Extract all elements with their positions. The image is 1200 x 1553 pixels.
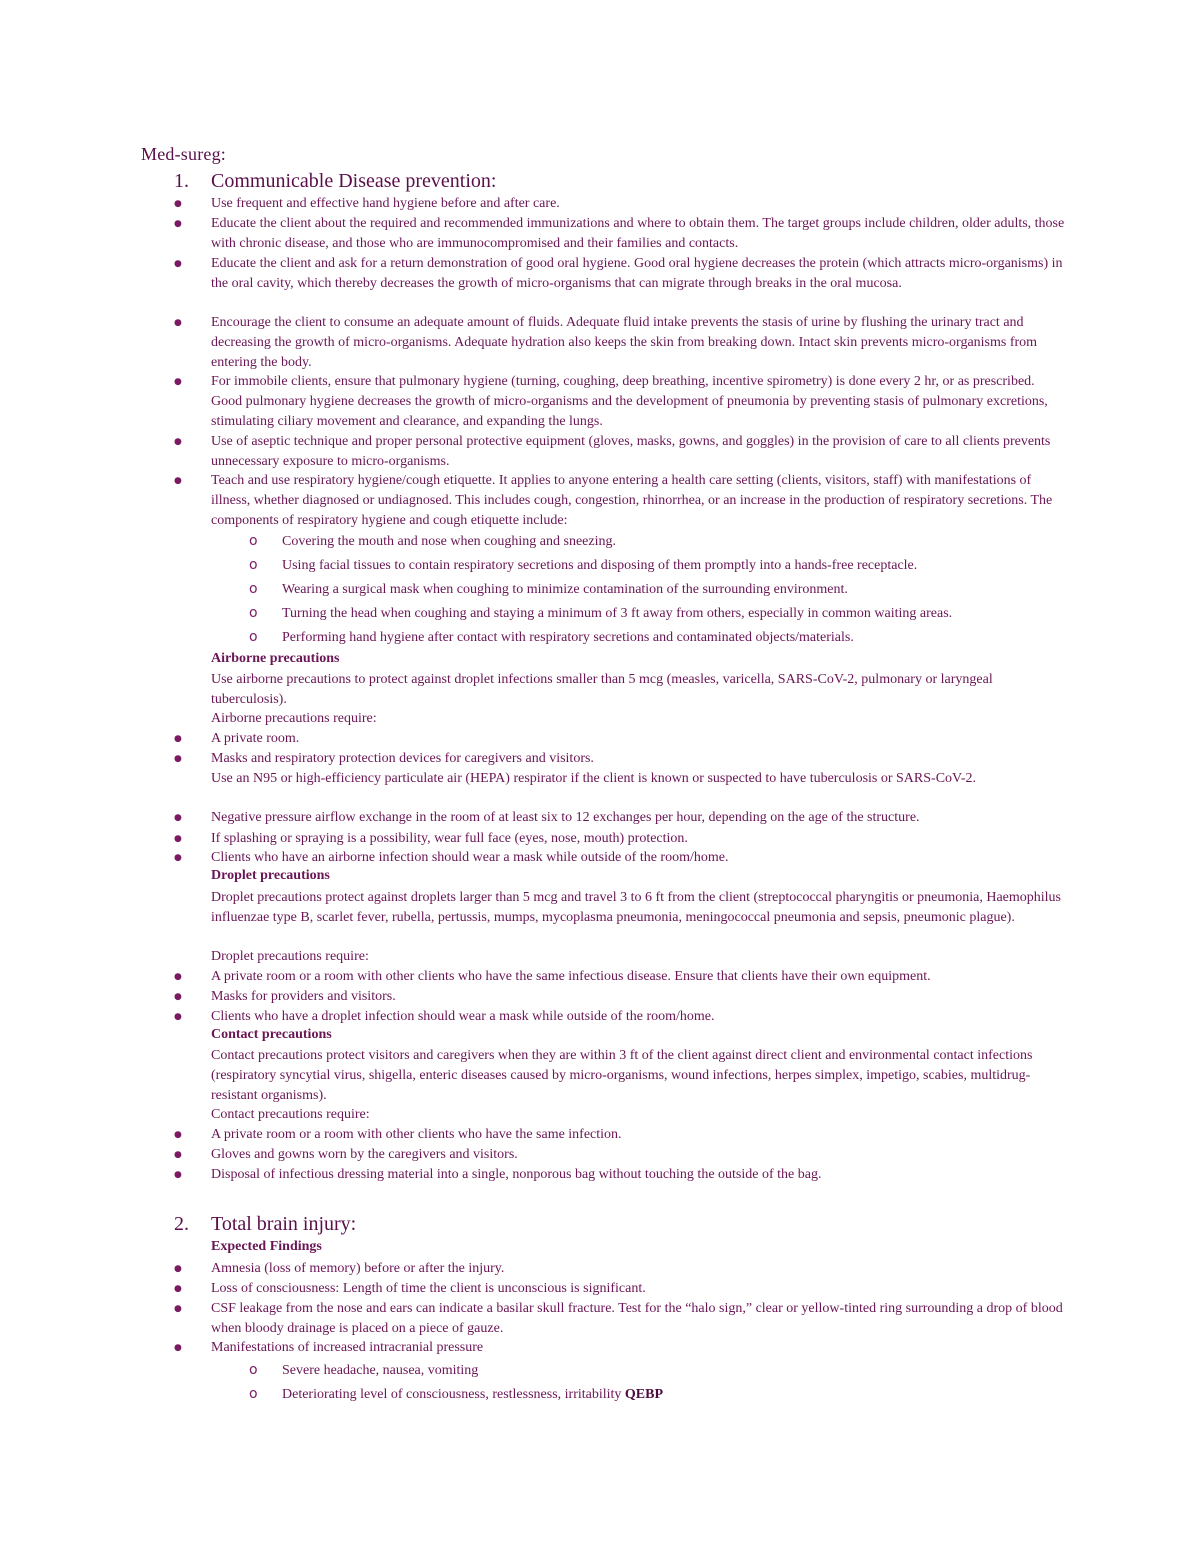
contact-require: Contact precautions require: xyxy=(211,1107,370,1122)
bullet-icon xyxy=(174,214,184,234)
sub-list-item: Performing hand hygiene after contact with respiratory secretions and contaminated objects/materials. xyxy=(282,630,854,645)
section-number: 1. xyxy=(174,170,189,192)
airborne-intro: Use airborne precautions to protect against droplet infections smaller than 5 mcg (measles, varicella, SARS-CoV-2, pulmonary or laryngeal tuberculosis). xyxy=(211,672,993,707)
bullet-icon xyxy=(174,1145,184,1165)
list-item: Masks and respiratory protection devices for caregivers and visitors. xyxy=(211,751,594,766)
circle-bullet-icon: o xyxy=(249,557,258,573)
qebp-tag: QEBP xyxy=(624,1387,664,1402)
expected-findings-heading: Expected Findings xyxy=(211,1239,322,1254)
airborne-heading: Airborne precautions xyxy=(211,651,340,666)
bullet-icon xyxy=(174,749,184,769)
bullet-icon xyxy=(174,808,184,828)
section-title: Total brain injury: xyxy=(211,1213,357,1235)
list-item: Masks for providers and visitors. xyxy=(211,989,396,1004)
bullet-icon xyxy=(174,471,184,491)
bullet-icon xyxy=(174,1279,184,1299)
circle-bullet-icon: o xyxy=(249,629,258,645)
contact-intro: Contact precautions protect visitors and caregivers when they are within 3 ft of the client against direct client and environmental contact infections (respiratory syncytial virus, shigella, enteric diseases caused by micro-organisms, wound infections, herpes simplex, impetigo, scabies, multidrug-resistant organisms). xyxy=(211,1048,1033,1103)
circle-bullet-icon: o xyxy=(249,1386,258,1402)
droplet-intro: Droplet precautions protect against droplets larger than 5 mcg and travel 3 to 6 ft from the client (streptococcal pharyngitis or pneumonia, Haemophilus influenzae type B, scarlet fever, rubella, pertussis, mumps, mycoplasma pneumonia, meningococcal pneumonia and sepsis, pneumonic plague). xyxy=(211,890,1061,925)
sub-list-item: Covering the mouth and nose when coughing and sneezing. xyxy=(282,534,616,549)
contact-heading: Contact precautions xyxy=(211,1027,332,1042)
section-title: Communicable Disease prevention: xyxy=(211,170,497,192)
bullet-icon xyxy=(174,729,184,749)
sub-list-item xyxy=(282,1384,663,1406)
sub-list-item: Wearing a surgical mask when coughing to minimize contamination of the surrounding environment. xyxy=(282,582,848,597)
list-item: Loss of consciousness: Length of time the client is unconscious is significant. xyxy=(211,1281,646,1296)
sub-list-item: Turning the head when coughing and staying a minimum of 3 ft away from others, especially in common waiting areas. xyxy=(282,606,953,621)
bullet-icon xyxy=(174,987,184,1007)
section-number: 2. xyxy=(174,1213,189,1235)
bullet-icon xyxy=(174,829,184,849)
list-item: Amnesia (loss of memory) before or after the injury. xyxy=(211,1261,505,1276)
list-item: Clients who have an airborne infection should wear a mask while outside of the room/home. xyxy=(211,850,729,865)
list-item: Educate the client and ask for a return demonstration of good oral hygiene. Good oral hygiene decreases the protein (which attracts micro-organisms) in the oral cavity, which thereby decreases the growth of micro-organisms that can migrate through breaks in the oral mucosa. xyxy=(211,256,1063,291)
sub-list-item: Using facial tissues to contain respiratory secretions and disposing of them promptly into a hands-free receptacle. xyxy=(282,558,918,573)
droplet-require: Droplet precautions require: xyxy=(211,949,369,964)
list-item: Use of aseptic technique and proper personal protective equipment (gloves, masks, gowns, and goggles) in the provision of care to all clients prevents unnecessary exposure to micro-organisms. xyxy=(211,434,1051,469)
list-item: If splashing or spraying is a possibility, wear full face (eyes, nose, mouth) protection. xyxy=(211,831,688,846)
bullet-icon xyxy=(174,194,184,214)
bullet-icon xyxy=(174,372,184,392)
list-item: Encourage the client to consume an adequate amount of fluids. Adequate fluid intake prevents the stasis of urine by flushing the urinary tract and decreasing the growth of micro-organisms. Adequate hydration also keeps the skin from breaking down. Intact skin prevents micro-organisms from entering the body. xyxy=(211,315,1038,370)
list-item: Negative pressure airflow exchange in the room of at least six to 12 exchanges per hour, depending on the age of the structure. xyxy=(211,810,920,825)
bullet-icon xyxy=(174,967,184,987)
bullet-icon xyxy=(174,313,184,333)
list-item: Use frequent and effective hand hygiene before and after care. xyxy=(211,196,560,211)
sub-list-item-text: Deteriorating level of consciousness, restlessness, irritability xyxy=(282,1387,622,1402)
bullet-icon xyxy=(174,432,184,452)
list-item: Teach and use respiratory hygiene/cough etiquette. It applies to anyone entering a health care setting (clients, visitors, staff) with manifestations of illness, whether diagnosed or undiagnosed. This includes cough, congestion, rhinorrhea, or an increase in the production of respiratory secretions. The components of respiratory hygiene and cough etiquette include: xyxy=(211,473,1053,528)
list-item: A private room or a room with other clients who have the same infectious disease. Ensure that clients have their own equipment. xyxy=(211,969,931,984)
bullet-icon xyxy=(174,1259,184,1279)
bullet-icon xyxy=(174,1125,184,1145)
droplet-heading: Droplet precautions xyxy=(211,868,330,883)
list-item: Manifestations of increased intracranial pressure xyxy=(211,1340,484,1355)
list-item: A private room. xyxy=(211,731,300,746)
list-item: Gloves and gowns worn by the caregivers and visitors. xyxy=(211,1147,518,1162)
circle-bullet-icon: o xyxy=(249,533,258,549)
sub-list-item: Severe headache, nausea, vomiting xyxy=(282,1363,479,1378)
airborne-require: Airborne precautions require: xyxy=(211,711,377,726)
list-item: Disposal of infectious dressing material into a single, nonporous bag without touching the outside of the bag. xyxy=(211,1167,822,1182)
list-item: A private room or a room with other clients who have the same infection. xyxy=(211,1127,622,1142)
bullet-icon xyxy=(174,1299,184,1319)
bullet-icon xyxy=(174,1165,184,1185)
list-item: CSF leakage from the nose and ears can indicate a basilar skull fracture. Test for the “halo sign,” clear or yellow-tinted ring surrounding a drop of blood when bloody drainage is placed on a piece of gauze. xyxy=(211,1301,1063,1336)
bullet-icon xyxy=(174,254,184,274)
circle-bullet-icon: o xyxy=(249,1362,258,1378)
bullet-icon xyxy=(174,1338,184,1358)
bullet-icon xyxy=(174,848,184,868)
circle-bullet-icon: o xyxy=(249,605,258,621)
list-item: Clients who have a droplet infection should wear a mask while outside of the room/home. xyxy=(211,1009,715,1024)
circle-bullet-icon: o xyxy=(249,581,258,597)
document-title: Med-sureg: xyxy=(141,144,226,164)
bullet-icon xyxy=(174,1007,184,1027)
list-item: For immobile clients, ensure that pulmonary hygiene (turning, coughing, deep breathing, incentive spirometry) is done every 2 hr, or as prescribed. Good pulmonary hygiene decreases the growth of micro-organisms and the development of pneumonia by preventing stasis of pulmonary excretions, stimulating ciliary movement and clearance, and expanding the lungs. xyxy=(211,374,1048,429)
list-item: Educate the client about the required and recommended immunizations and where to obtain them. The target groups include children, older adults, those with chronic disease, and those who are immunocompromised and their families and contacts. xyxy=(211,216,1065,251)
n95-note: Use an N95 or high-efficiency particulate air (HEPA) respirator if the client is known or suspected to have tuberculosis or SARS-CoV-2. xyxy=(211,771,977,786)
